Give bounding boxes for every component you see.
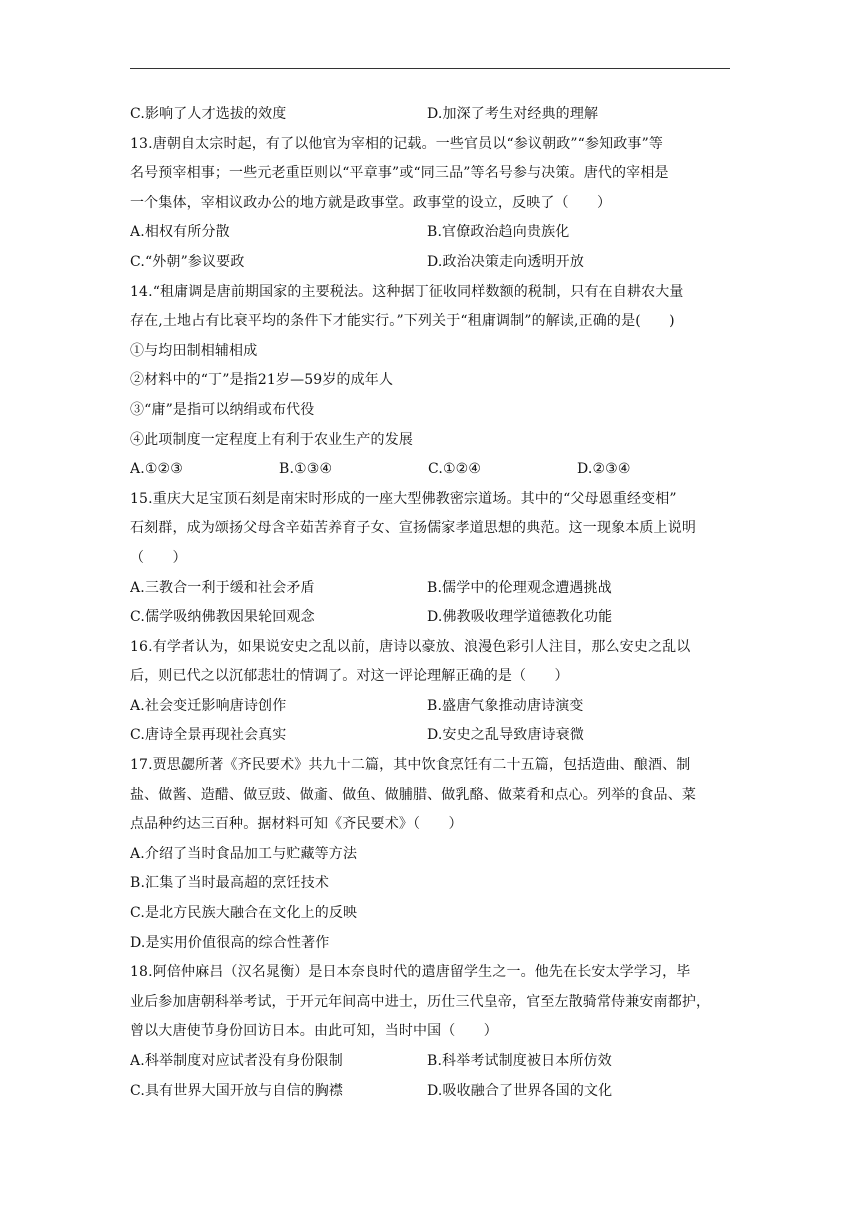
q14-option-d: D.②③④ [577,461,631,478]
q17-option-b: B.汇集了当时最高超的烹饪技术 [130,875,329,892]
q14-stem-line: 存在,土地占有比衰平均的条件下才能实行。”下列关于“租庸调制”的解读,正确的是( ) [130,313,675,330]
q14-item: ③“庸”是指可以纳绢或布代役 [130,401,315,418]
q17-stem-line: 17.贾思勰所著《齐民要术》共九十二篇，其中饮食烹饪有二十五篇，包括造曲、酿酒、制 [130,757,691,774]
q16-option-b: B.盛唐气象推动唐诗演变 [427,697,584,714]
q16-option-c: C.唐诗全景再现社会真实 [130,727,287,744]
q16-options-row [130,721,730,751]
q12-options-row [130,100,730,130]
q13-stem-line: 13.唐朝自太宗时起，有了以他官为宰相的记载。一些官员以“参议朝政”“参知政事”等 [130,135,664,152]
q18-option-a: A.科举制度对应试者没有身份限制 [130,1053,343,1069]
q15-stem-line: 15.重庆大足宝顶石刻是南宋时形成的一座大型佛教密宗道场。其中的“父母恩重经变相” [130,490,677,507]
q18-option-b: B.科举考试制度被日本所仿效 [427,1053,612,1069]
exam-page [130,100,730,1106]
q17-stem-line: 点品种约达三百种。据材料可知《齐民要术》（ ） [130,816,463,833]
q12-option-c: C.影响了人才选拔的效度 [130,106,287,122]
q14-option-a: A.①②③ [130,461,183,478]
q14-options-row [130,455,730,485]
q14-option-c: C.①②④ [428,461,482,478]
q16-stem-line: 16.有学者认为，如果说安史之乱以前，唐诗以豪放、浪漫色彩引人注目，那么安史之乱以 [130,638,691,655]
q13-stem-line: 名号预宰相事；一些元老重臣则以“平章事”或“同三品”等名号参与决策。唐代的宰相是 [130,165,669,182]
q18-options-row [130,1047,730,1077]
q18-stem-line: 曾以大唐使节身份回访日本。由此可知，当时中国（ ） [130,1023,498,1040]
q18-options-row [130,1077,730,1107]
q15-option-c: C.儒学吸纳佛教因果轮回观念 [130,609,315,626]
q14-option-b: B.①③④ [279,461,333,478]
q17-option-c: C.是北方民族大融合在文化上的反映 [130,905,358,922]
q13-options-row [130,218,730,248]
q13-options-row [130,248,730,278]
q18-stem-line: 业后参加唐朝科举考试，于开元年间高中进士，历仕三代皇帝，官至左散骑常侍兼安南都护， [130,993,711,1010]
q14-item: ②材料中的“丁”是指21岁—59岁的成年人 [130,372,394,389]
q16-option-a: A.社会变迁影响唐诗创作 [130,697,287,714]
q15-option-d: D.佛教吸收理学道德教化功能 [427,609,613,626]
q13-option-b: B.官僚政治趋向贵族化 [427,224,570,241]
q18-option-d: D.吸收融合了世界各国的文化 [427,1082,613,1099]
q17-option-d: D.是实用价值很高的综合性著作 [130,934,330,951]
header-rule [130,68,730,69]
q15-stem-line: （ ） [130,549,187,566]
q17-option-a: A.介绍了当时食品加工与贮藏等方法 [130,845,358,862]
q15-option-a: A.三教合一利于缓和社会矛盾 [130,579,315,596]
q13-option-c: C.“外朝”参议要政 [130,253,245,270]
q14-item: ①与均田制相辅相成 [130,342,258,359]
q17-stem-line: 盐、做酱、造醋、做豆豉、做齑、做鱼、做脯腊、做乳酪、做菜肴和点心。列举的食品、菜 [130,786,696,803]
q15-options-row [130,574,730,604]
q16-stem-line: 后，则已代之以沉郁悲壮的情调了。对这一评论理解正确的是（ ） [130,668,569,685]
q16-option-d: D.安史之乱导致唐诗衰微 [427,727,584,744]
q16-options-row [130,692,730,722]
q15-option-b: B.儒学中的伦理观念遭遇挑战 [427,579,612,596]
q18-option-c: C.具有世界大国开放与自信的胸襟 [130,1082,344,1099]
q12-option-d: D.加深了考生对经典的理解 [427,106,599,122]
q15-stem-line: 石刻群，成为颂扬父母含辛茹苦养育子女、宣扬儒家孝道思想的典范。这一现象本质上说明 [130,520,696,537]
q15-options-row [130,603,730,633]
q13-stem-line: 一个集体，宰相议政办公的地方就是政事堂。政事堂的设立，反映了（ ） [130,194,612,211]
q14-item: ④此项制度一定程度上有利于农业生产的发展 [130,431,413,448]
q18-stem-line: 18.阿倍仲麻吕（汉名晁衡）是日本奈良时代的遣唐留学生之一。他先在长安太学学习，毕 [130,964,691,981]
q13-option-a: A.相权有所分散 [130,224,230,241]
q13-option-d: D.政治决策走向透明开放 [427,253,584,270]
q14-stem-line: 14.“租庸调是唐前期国家的主要税法。这种据丁征收同样数额的税制，只有在自耕农大量 [130,283,684,300]
